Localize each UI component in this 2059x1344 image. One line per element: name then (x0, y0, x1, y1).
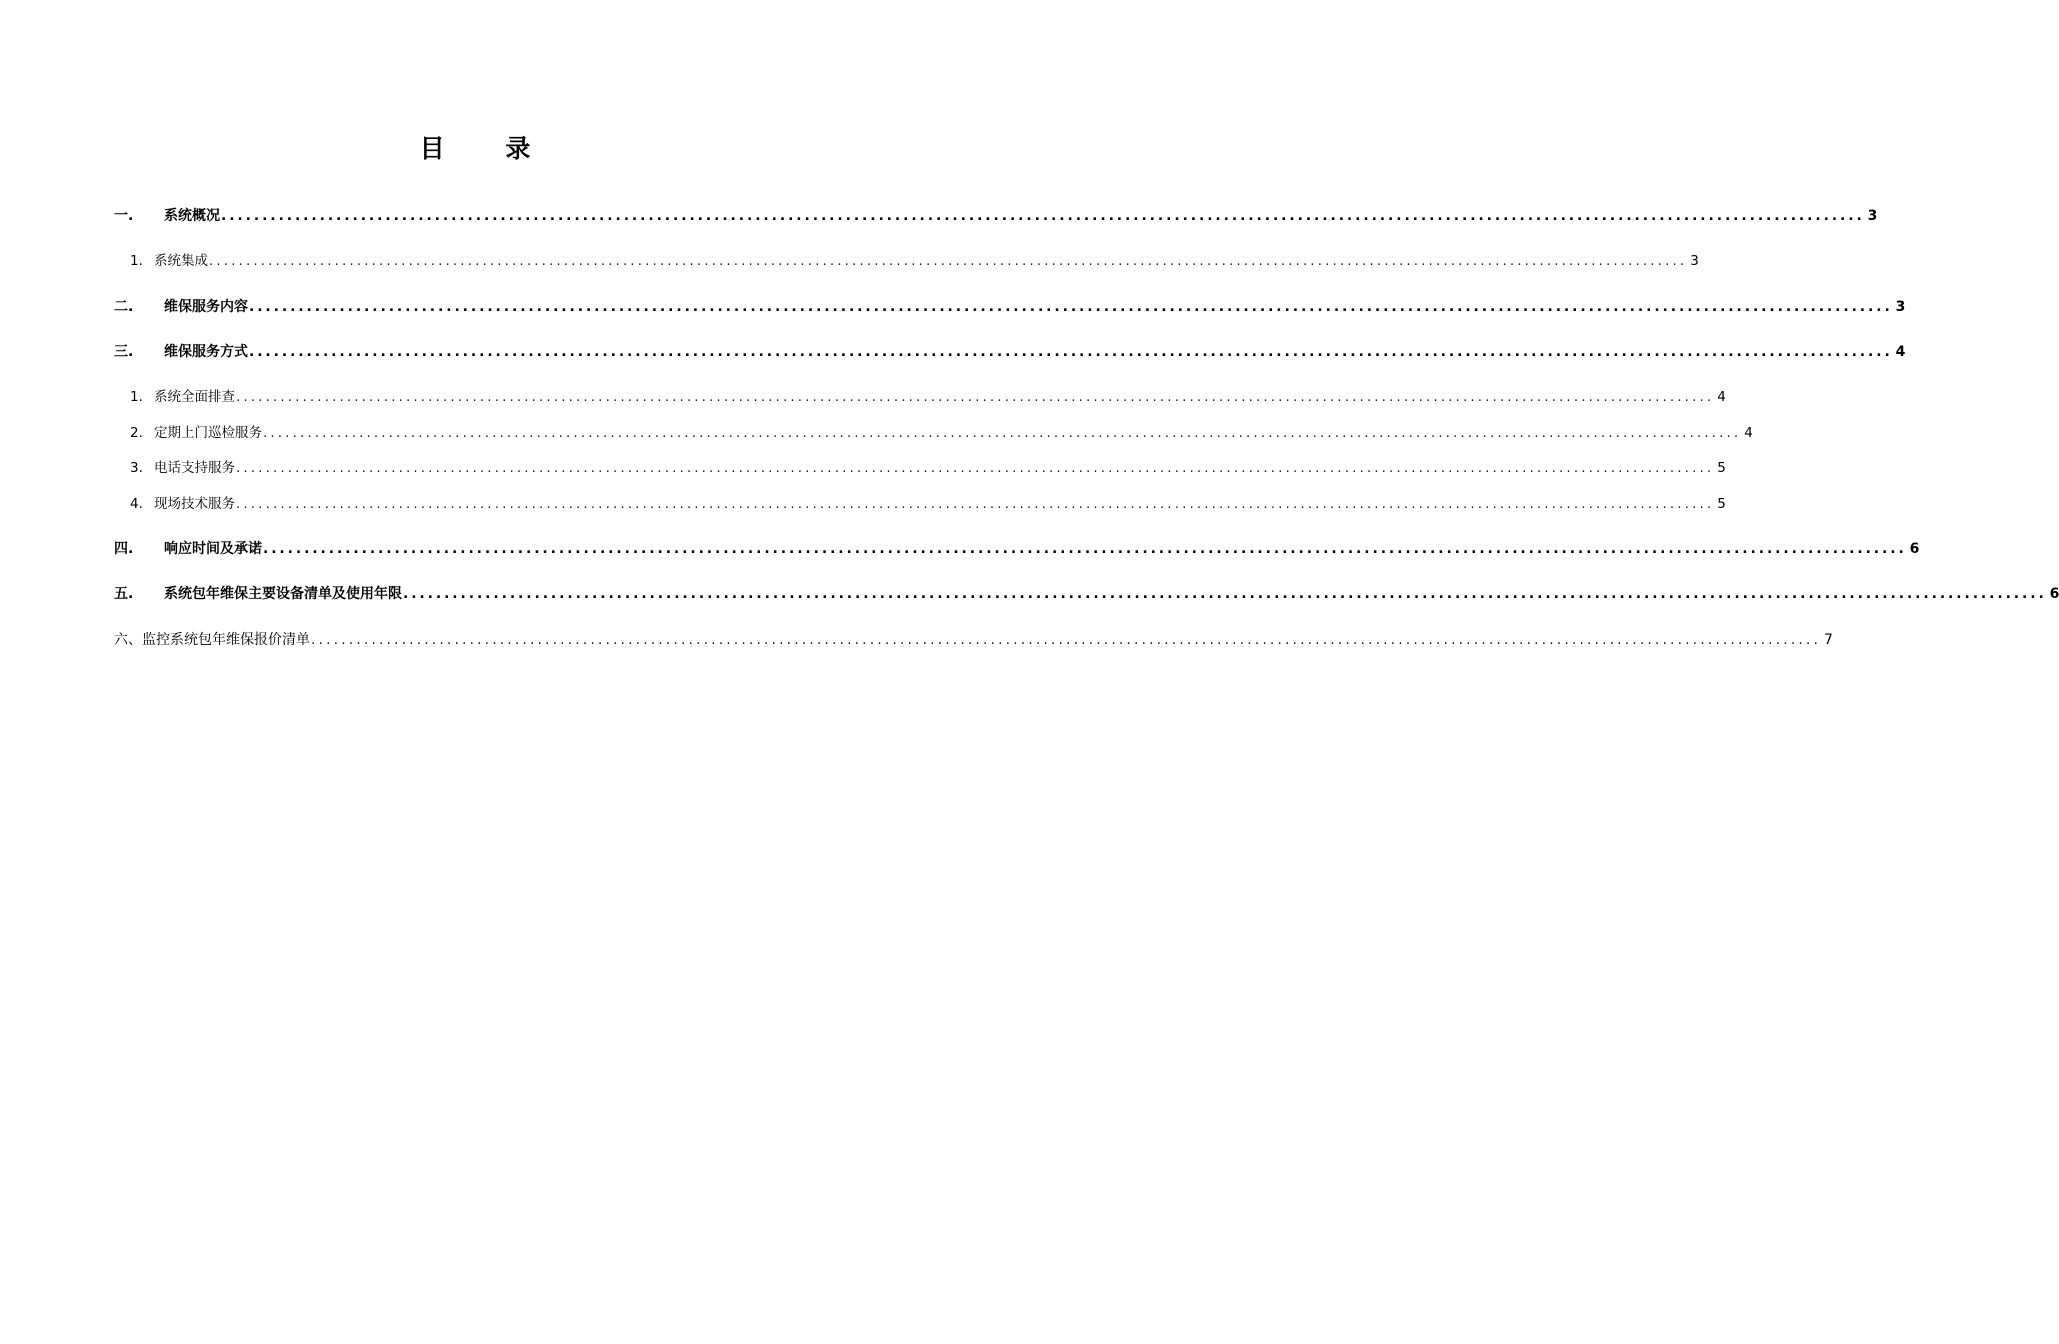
toc-entry-label: 电话支持服务 (154, 460, 235, 476)
toc-entry-page: 3 (1690, 253, 1699, 269)
toc-entry-number: 2. (130, 425, 143, 441)
toc-entry[interactable] (130, 453, 1726, 477)
toc-entry-label: 维保服务内容 (164, 299, 248, 315)
toc-entry-number: 四. (114, 541, 134, 557)
toc-entry-label: 六、监控系统包年维保报价清单 (114, 632, 310, 648)
dot-leader: ........................................................................................................................................................................................................ (311, 632, 1822, 648)
toc-entry[interactable] (130, 418, 1753, 442)
toc-entry-label: 现场技术服务 (154, 496, 235, 512)
toc-entry-number: 1. (130, 389, 143, 405)
dot-leader: ........................................................................................................................................................................................................ (209, 253, 1688, 269)
toc-entry-number: 二. (114, 299, 134, 315)
dot-leader: ........................................................................................................................................................................................................ (403, 586, 2047, 602)
toc-entry-label: 维保服务方式 (164, 344, 248, 360)
toc-entry-number: 一. (114, 208, 134, 224)
toc-entry[interactable] (130, 382, 1726, 406)
toc-entry-page: 5 (1717, 460, 1726, 476)
toc-entry-label: 系统集成 (154, 253, 208, 269)
toc-entry-label: 响应时间及承诺 (164, 541, 262, 557)
toc-entry[interactable] (130, 489, 1726, 513)
toc-entry-number: 1. (130, 253, 143, 269)
toc-entry[interactable] (114, 625, 1833, 649)
dot-leader: ........................................................................................................................................................................................................ (249, 344, 1893, 360)
toc-entry[interactable] (130, 246, 1699, 270)
toc-entry-label: 系统全面排查 (154, 389, 235, 405)
toc-entry-number: 五. (114, 586, 134, 602)
toc-entry-page: 3 (1895, 299, 1906, 315)
toc-entry-page: 4 (1744, 425, 1753, 441)
toc-entry[interactable] (114, 337, 1906, 361)
toc-entry[interactable] (114, 579, 2059, 603)
toc-title: 目 录 (419, 134, 557, 163)
toc-entry-number: 4. (130, 496, 143, 512)
dot-leader: ........................................................................................................................................................................................................ (236, 460, 1715, 476)
dot-leader: ........................................................................................................................................................................................................ (236, 389, 1715, 405)
toc-entry[interactable] (114, 292, 1906, 316)
toc-entry[interactable] (114, 534, 1920, 558)
toc-entry-page: 5 (1717, 496, 1726, 512)
toc-entry-page: 4 (1717, 389, 1726, 405)
toc-entry[interactable] (114, 201, 1878, 225)
toc-entry-page: 7 (1824, 632, 1833, 648)
toc-entry-number: 3. (130, 460, 143, 476)
dot-leader: ........................................................................................................................................................................................................ (221, 208, 1865, 224)
toc-entry-page: 6 (1909, 541, 1920, 557)
toc-entry-label: 定期上门巡检服务 (154, 425, 262, 441)
toc-entry-label: 系统概况 (164, 208, 220, 224)
dot-leader: ........................................................................................................................................................................................................ (263, 425, 1742, 441)
dot-leader: ........................................................................................................................................................................................................ (249, 299, 1893, 315)
toc-entry-page: 6 (2049, 586, 2059, 602)
dot-leader: ........................................................................................................................................................................................................ (263, 541, 1907, 557)
toc-entry-page: 4 (1895, 344, 1906, 360)
toc-entry-number: 三. (114, 344, 134, 360)
dot-leader: ........................................................................................................................................................................................................ (236, 496, 1715, 512)
toc-entry-page: 3 (1867, 208, 1878, 224)
toc-entry-label: 系统包年维保主要设备清单及使用年限 (164, 586, 402, 602)
